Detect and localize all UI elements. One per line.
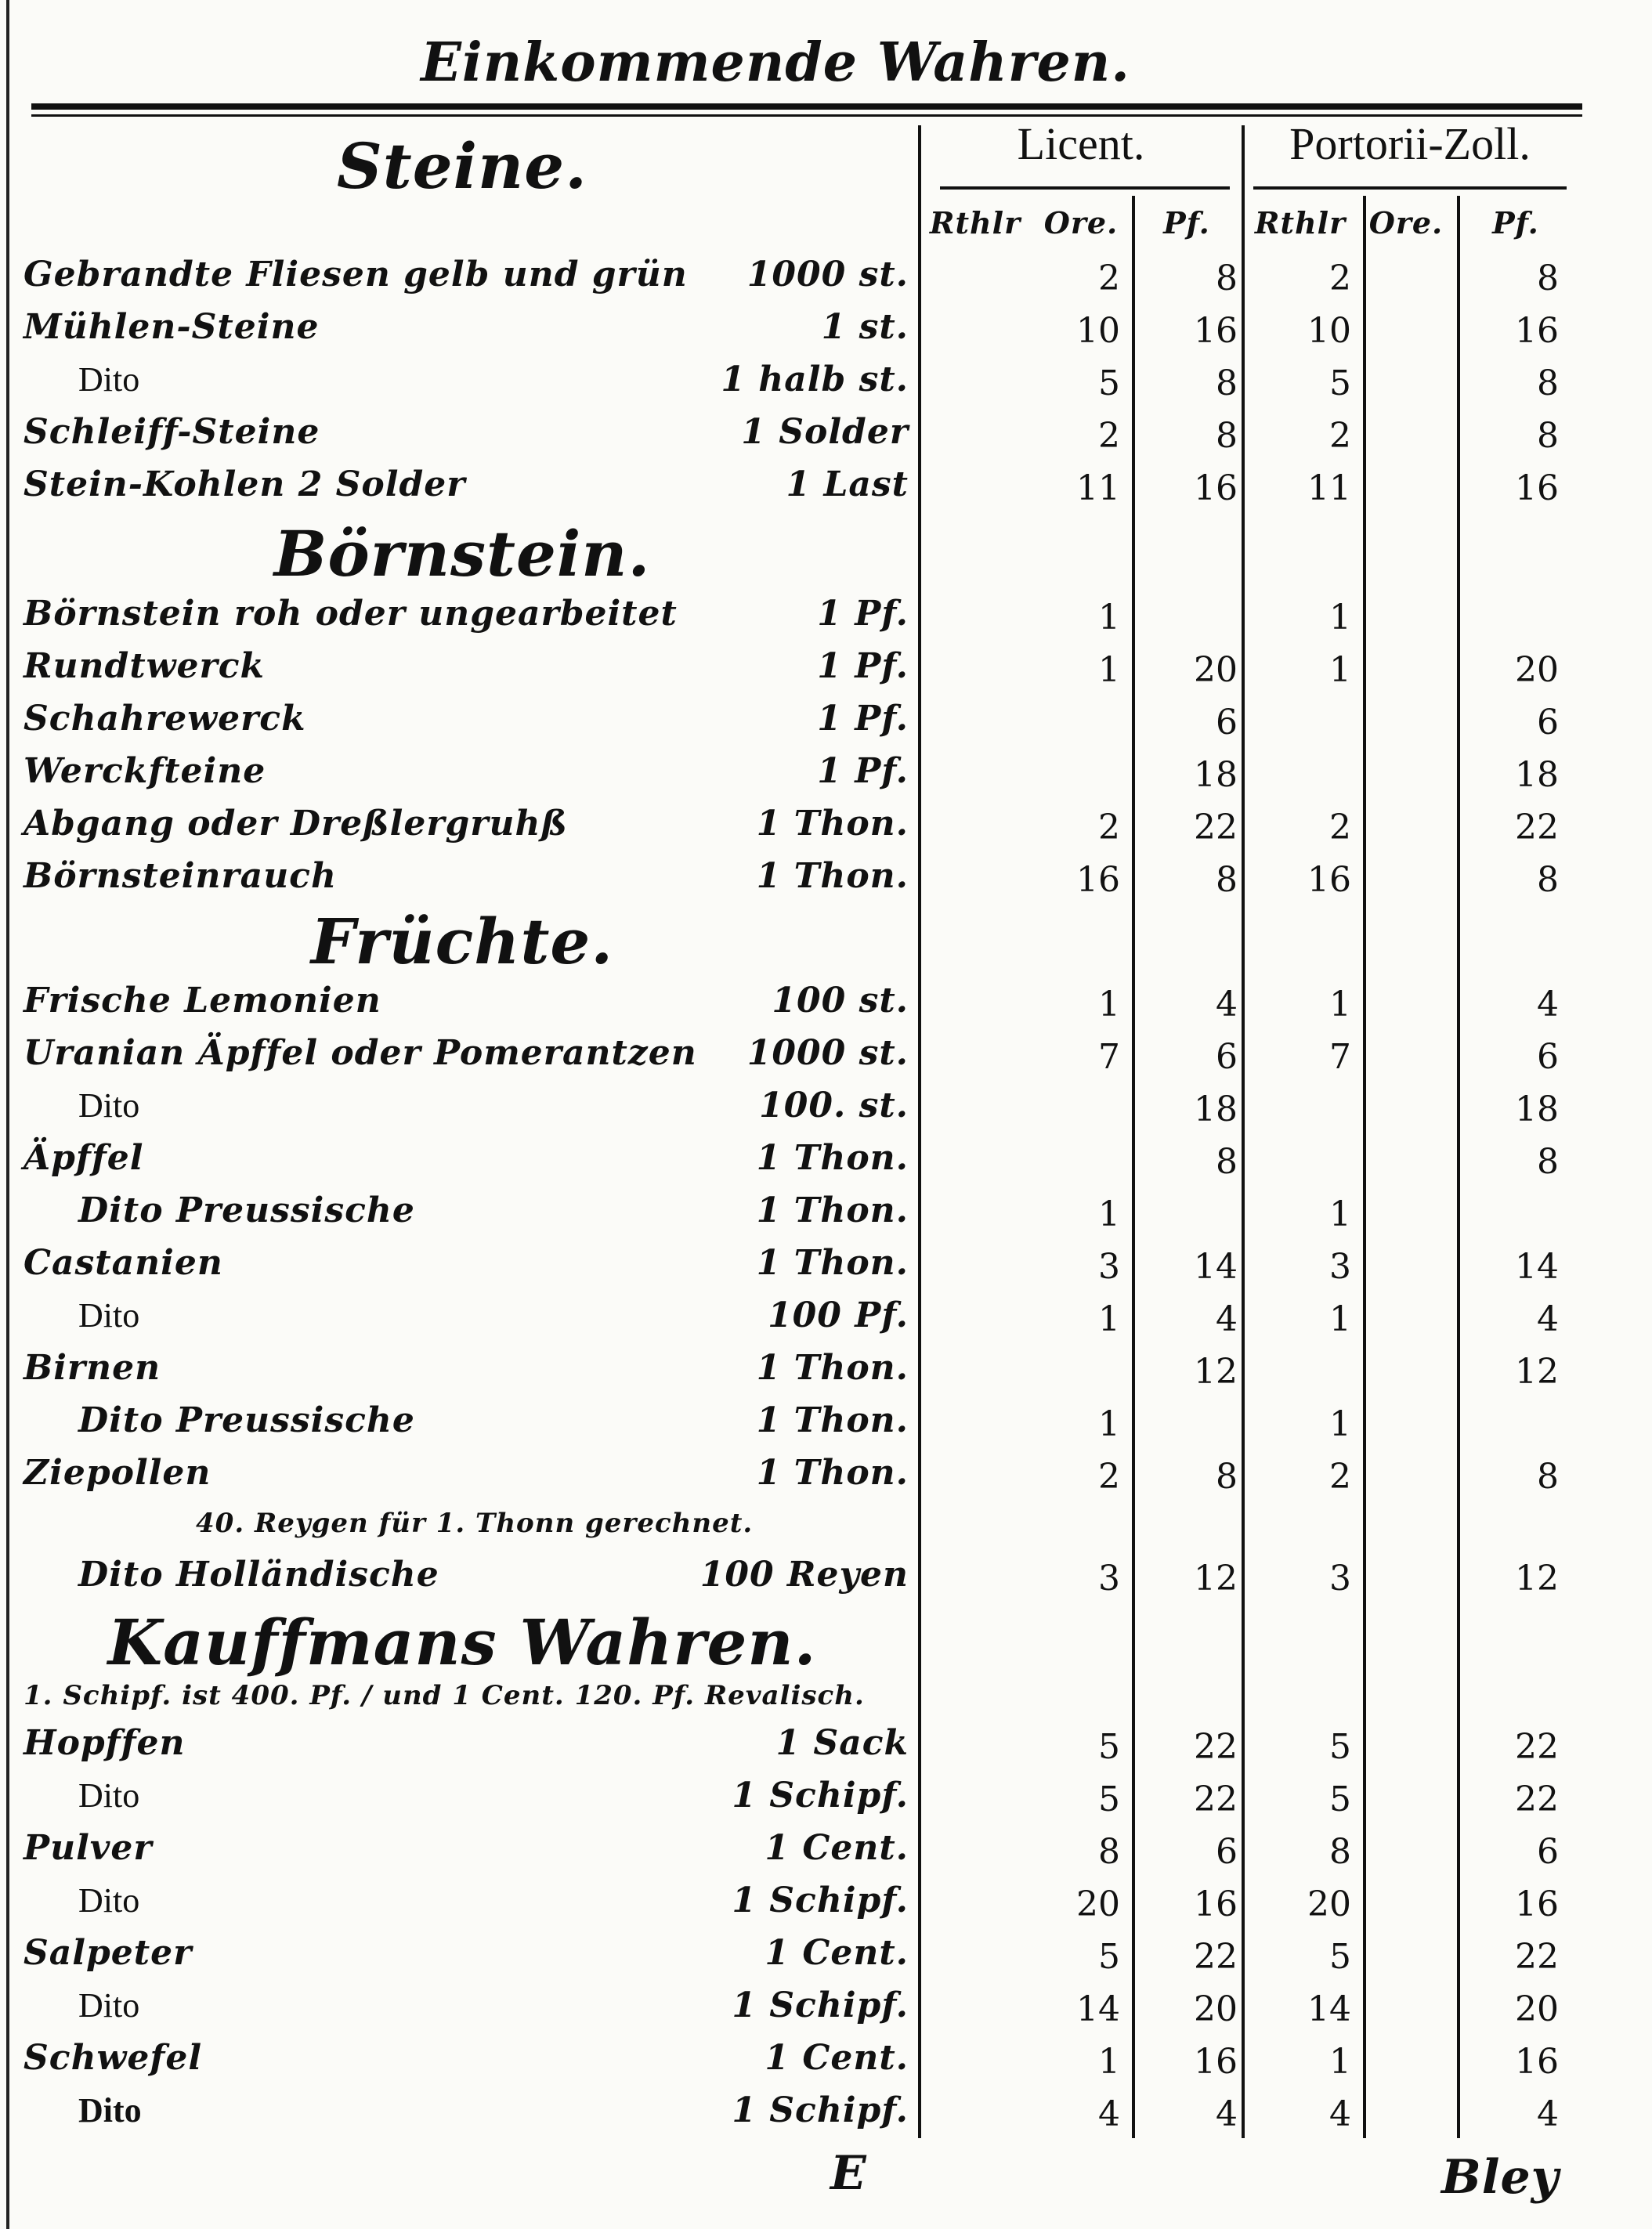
item-quantity: 1 Thon. — [756, 1243, 909, 1283]
portorii-pf: 8 — [1537, 416, 1559, 456]
portorii-pf: 16 — [1515, 468, 1559, 508]
licent-pf: 6 — [1216, 1832, 1238, 1872]
portorii-ore: 16 — [1307, 860, 1351, 900]
column-rule — [918, 125, 921, 2138]
item-quantity: 1 Pf. — [817, 751, 909, 791]
portorii-pf: 12 — [1515, 1559, 1559, 1599]
page-title: Einkommende Wahren. — [421, 31, 1130, 94]
item-quantity: 100 Reyen — [699, 1555, 909, 1595]
item-name: Frische Lemonien — [23, 981, 381, 1021]
page-edge — [6, 0, 9, 2229]
portorii-ore: 10 — [1307, 311, 1351, 351]
item-quantity: 1 Schipf. — [732, 1776, 909, 1815]
column-rule — [1132, 196, 1135, 2138]
item-quantity: 100. st. — [759, 1086, 909, 1125]
licent-ore: 1 — [1098, 1404, 1120, 1444]
item-quantity: 1000 st. — [746, 255, 909, 294]
item-quantity: 1 Last — [786, 464, 909, 504]
licent-pf: 6 — [1216, 1037, 1238, 1077]
portorii-pf: 16 — [1515, 2042, 1559, 2082]
item-name: Dito — [78, 1881, 140, 1920]
portorii-ore: 5 — [1329, 1779, 1351, 1819]
portorii-pf: 8 — [1537, 258, 1559, 298]
item-name: Äpffel — [23, 1138, 144, 1178]
item-quantity: 1 Thon. — [756, 1190, 909, 1230]
portorii-pf: 22 — [1515, 1937, 1559, 1977]
licent-pf: 4 — [1216, 2094, 1238, 2134]
licent-pf: 4 — [1216, 984, 1238, 1024]
item-name: Rundtwerck — [23, 646, 265, 686]
licent-ore: 1 — [1098, 2042, 1120, 2082]
portorii-pf: 8 — [1537, 363, 1559, 403]
item-quantity: 1 Pf. — [817, 646, 909, 686]
item-name: Dito — [78, 1776, 140, 1815]
licent-ore: 1 — [1098, 984, 1120, 1024]
item-name: Dito — [78, 1296, 140, 1335]
portorii-ore: 5 — [1329, 363, 1351, 403]
column-rule — [1457, 196, 1460, 2138]
portorii-ore: 1 — [1329, 1404, 1351, 1444]
subcolumn-pf: Pf. — [1163, 205, 1210, 240]
portorii-pf: 22 — [1515, 1779, 1559, 1819]
licent-pf: 20 — [1194, 650, 1238, 690]
licent-ore: 16 — [1076, 860, 1120, 900]
licent-ore: 1 — [1098, 1299, 1120, 1339]
licent-pf: 22 — [1194, 1937, 1238, 1977]
portorii-pf: 20 — [1515, 650, 1559, 690]
licent-pf: 16 — [1194, 2042, 1238, 2082]
licent-ore: 1 — [1098, 650, 1120, 690]
portorii-pf: 16 — [1515, 1884, 1559, 1924]
licent-pf: 12 — [1194, 1352, 1238, 1392]
licent-pf: 22 — [1194, 1727, 1238, 1767]
subcolumn-ore: Ore. — [1043, 205, 1119, 240]
section-note: 1. Schipf. ist 400. Pf. / und 1 Cent. 120. Pf. Revalisch. — [23, 1680, 865, 1711]
item-name: Pulver — [23, 1828, 153, 1868]
item-name: Dito — [78, 360, 140, 399]
licent-pf: 8 — [1216, 416, 1238, 456]
portorii-ore: 5 — [1329, 1727, 1351, 1767]
item-quantity: 1 halb st. — [721, 359, 909, 399]
licent-pf: 16 — [1194, 468, 1238, 508]
licent-ore: 8 — [1098, 1832, 1120, 1872]
portorii-pf: 16 — [1515, 311, 1559, 351]
portorii-pf: 4 — [1537, 2094, 1559, 2134]
portorii-pf: 8 — [1537, 860, 1559, 900]
portorii-pf: 4 — [1537, 984, 1559, 1024]
item-name: Dito Preussische — [78, 1190, 415, 1230]
licent-pf: 14 — [1194, 1247, 1238, 1287]
item-quantity: 1 Thon. — [756, 1348, 909, 1388]
licent-ore: 5 — [1098, 1937, 1120, 1977]
portorii-pf: 18 — [1515, 755, 1559, 795]
licent-pf: 8 — [1216, 258, 1238, 298]
portorii-ore: 1 — [1329, 598, 1351, 638]
item-name: Salpeter — [23, 1933, 193, 1973]
item-name: Ziepollen — [23, 1453, 211, 1493]
item-quantity: 1 st. — [821, 307, 909, 347]
portorii-ore: 1 — [1329, 1194, 1351, 1234]
portorii-ore: 20 — [1307, 1884, 1351, 1924]
item-name: Werckfteine — [23, 751, 266, 791]
section-note: 40. Reygen für 1. Thonn gerechnet. — [196, 1508, 754, 1539]
licent-pf: 6 — [1216, 703, 1238, 742]
licent-ore: 3 — [1098, 1247, 1120, 1287]
portorii-ore: 11 — [1307, 468, 1351, 508]
licent-pf: 16 — [1194, 311, 1238, 351]
portorii-ore: 2 — [1329, 416, 1351, 456]
portorii-ore: 2 — [1329, 1457, 1351, 1497]
licent-ore: 2 — [1098, 1457, 1120, 1497]
item-name: Hopffen — [23, 1723, 186, 1763]
portorii-ore: 1 — [1329, 1299, 1351, 1339]
title-rule-thin — [31, 114, 1582, 117]
title-rule — [31, 103, 1582, 110]
licent-pf: 18 — [1194, 1089, 1238, 1129]
subcolumn-ore: Ore. — [1368, 205, 1444, 240]
portorii-ore: 3 — [1329, 1247, 1351, 1287]
item-quantity: 1 Thon. — [756, 856, 909, 896]
item-quantity: 100 st. — [772, 981, 909, 1021]
portorii-ore: 5 — [1329, 1937, 1351, 1977]
portorii-pf: 18 — [1515, 1089, 1559, 1129]
item-quantity: 1 Sack — [775, 1723, 909, 1763]
item-quantity: 1 Thon. — [756, 804, 909, 844]
item-quantity: 1 Pf. — [817, 594, 909, 634]
item-name: Abgang oder Dreßlergruhß — [23, 804, 568, 844]
column-group-licent: Licent. — [1017, 118, 1145, 169]
item-quantity: 1 Thon. — [756, 1453, 909, 1493]
item-name: Dito — [78, 1086, 140, 1125]
item-name: Schleiff-Steine — [23, 412, 320, 452]
licent-pf: 8 — [1216, 1142, 1238, 1182]
subcolumn-rthlr: Rthlr — [929, 205, 1021, 240]
item-name: Börnstein roh oder ungearbeitet — [23, 594, 678, 634]
item-name: Mühlen-Steine — [23, 307, 320, 347]
item-name: Dito Preussische — [78, 1400, 415, 1440]
licent-ore: 14 — [1076, 1989, 1120, 2029]
item-name: Börnsteinrauch — [23, 856, 337, 896]
portorii-ore: 1 — [1329, 984, 1351, 1024]
item-name: Dito — [78, 1986, 140, 2025]
item-quantity: 1 Solder — [741, 412, 909, 452]
licent-ore: 1 — [1098, 1194, 1120, 1234]
licent-ore: 5 — [1098, 363, 1120, 403]
licent-pf: 8 — [1216, 1457, 1238, 1497]
licent-ore: 1 — [1098, 598, 1120, 638]
item-quantity: 1 Cent. — [765, 2038, 909, 2078]
licent-pf: 8 — [1216, 363, 1238, 403]
portorii-ore: 1 — [1329, 650, 1351, 690]
item-quantity: 1 Thon. — [756, 1400, 909, 1440]
portorii-pf: 8 — [1537, 1457, 1559, 1497]
licent-pf: 16 — [1194, 1884, 1238, 1924]
licent-ore: 5 — [1098, 1779, 1120, 1819]
licent-pf: 4 — [1216, 1299, 1238, 1339]
licent-pf: 8 — [1216, 860, 1238, 900]
catchword: Bley — [1441, 2150, 1560, 2205]
portorii-pf: 14 — [1515, 1247, 1559, 1287]
licent-ore: 2 — [1098, 807, 1120, 847]
item-name: Schahrewerck — [23, 699, 306, 739]
item-quantity: 100 Pf. — [768, 1295, 909, 1335]
licent-ore: 4 — [1098, 2094, 1120, 2134]
portorii-pf: 6 — [1537, 1037, 1559, 1077]
column-rule — [1363, 196, 1366, 2138]
column-rule — [1242, 125, 1245, 2138]
licent-ore: 7 — [1098, 1037, 1120, 1077]
licent-ore: 11 — [1076, 468, 1120, 508]
licent-pf: 22 — [1194, 1779, 1238, 1819]
portorii-pf: 6 — [1537, 703, 1559, 742]
portorii-ore: 8 — [1329, 1832, 1351, 1872]
licent-pf: 22 — [1194, 807, 1238, 847]
item-name: Uranian Äpffel oder Pomerantzen — [23, 1033, 697, 1073]
licent-ore: 3 — [1098, 1559, 1120, 1599]
item-name: Dito — [78, 2091, 142, 2130]
portorii-ore: 2 — [1329, 258, 1351, 298]
item-name: Birnen — [23, 1348, 161, 1388]
portorii-pf: 12 — [1515, 1352, 1559, 1392]
portorii-pf: 6 — [1537, 1832, 1559, 1872]
column-group-rule — [1253, 186, 1567, 190]
item-quantity: 1 Pf. — [817, 699, 909, 739]
item-name: Castanien — [23, 1243, 223, 1283]
portorii-ore: 4 — [1329, 2094, 1351, 2134]
portorii-ore: 7 — [1329, 1037, 1351, 1077]
portorii-pf: 8 — [1537, 1142, 1559, 1182]
portorii-pf: 22 — [1515, 1727, 1559, 1767]
section-heading-fruechte: Früchte. — [310, 905, 614, 978]
item-name: Gebrandte Fliesen gelb und grün — [23, 255, 688, 294]
column-group-portorii: Portorii-Zoll. — [1289, 118, 1531, 169]
item-quantity: 1 Cent. — [765, 1933, 909, 1973]
section-heading-steine: Steine. — [337, 129, 587, 203]
item-quantity: 1 Schipf. — [732, 1985, 909, 2025]
item-quantity: 1 Schipf. — [732, 2090, 909, 2130]
section-heading-boernstein: Börnstein. — [273, 517, 651, 591]
section-heading-kauffmans-wahren: Kauffmans Wahren. — [107, 1606, 817, 1679]
licent-ore: 2 — [1098, 416, 1120, 456]
licent-pf: 20 — [1194, 1989, 1238, 2029]
item-name: Stein-Kohlen 2 Solder — [23, 464, 466, 504]
subcolumn-pf: Pf. — [1492, 205, 1539, 240]
licent-ore: 5 — [1098, 1727, 1120, 1767]
subcolumn-rthlr: Rthlr — [1254, 205, 1347, 240]
licent-ore: 10 — [1076, 311, 1120, 351]
portorii-ore: 14 — [1307, 1989, 1351, 2029]
portorii-pf: 20 — [1515, 1989, 1559, 2029]
licent-pf: 18 — [1194, 755, 1238, 795]
portorii-pf: 4 — [1537, 1299, 1559, 1339]
item-quantity: 1 Cent. — [765, 1828, 909, 1868]
licent-ore: 2 — [1098, 258, 1120, 298]
item-quantity: 1000 st. — [746, 1033, 909, 1073]
column-group-rule — [940, 186, 1230, 190]
item-quantity: 1 Thon. — [756, 1138, 909, 1178]
signature-mark: E — [830, 2146, 867, 2201]
item-quantity: 1 Schipf. — [732, 1880, 909, 1920]
portorii-ore: 2 — [1329, 807, 1351, 847]
portorii-ore: 3 — [1329, 1559, 1351, 1599]
licent-pf: 12 — [1194, 1559, 1238, 1599]
portorii-ore: 1 — [1329, 2042, 1351, 2082]
licent-ore: 20 — [1076, 1884, 1120, 1924]
item-name: Dito Holländische — [78, 1555, 439, 1595]
portorii-pf: 22 — [1515, 807, 1559, 847]
item-name: Schwefel — [23, 2038, 203, 2078]
